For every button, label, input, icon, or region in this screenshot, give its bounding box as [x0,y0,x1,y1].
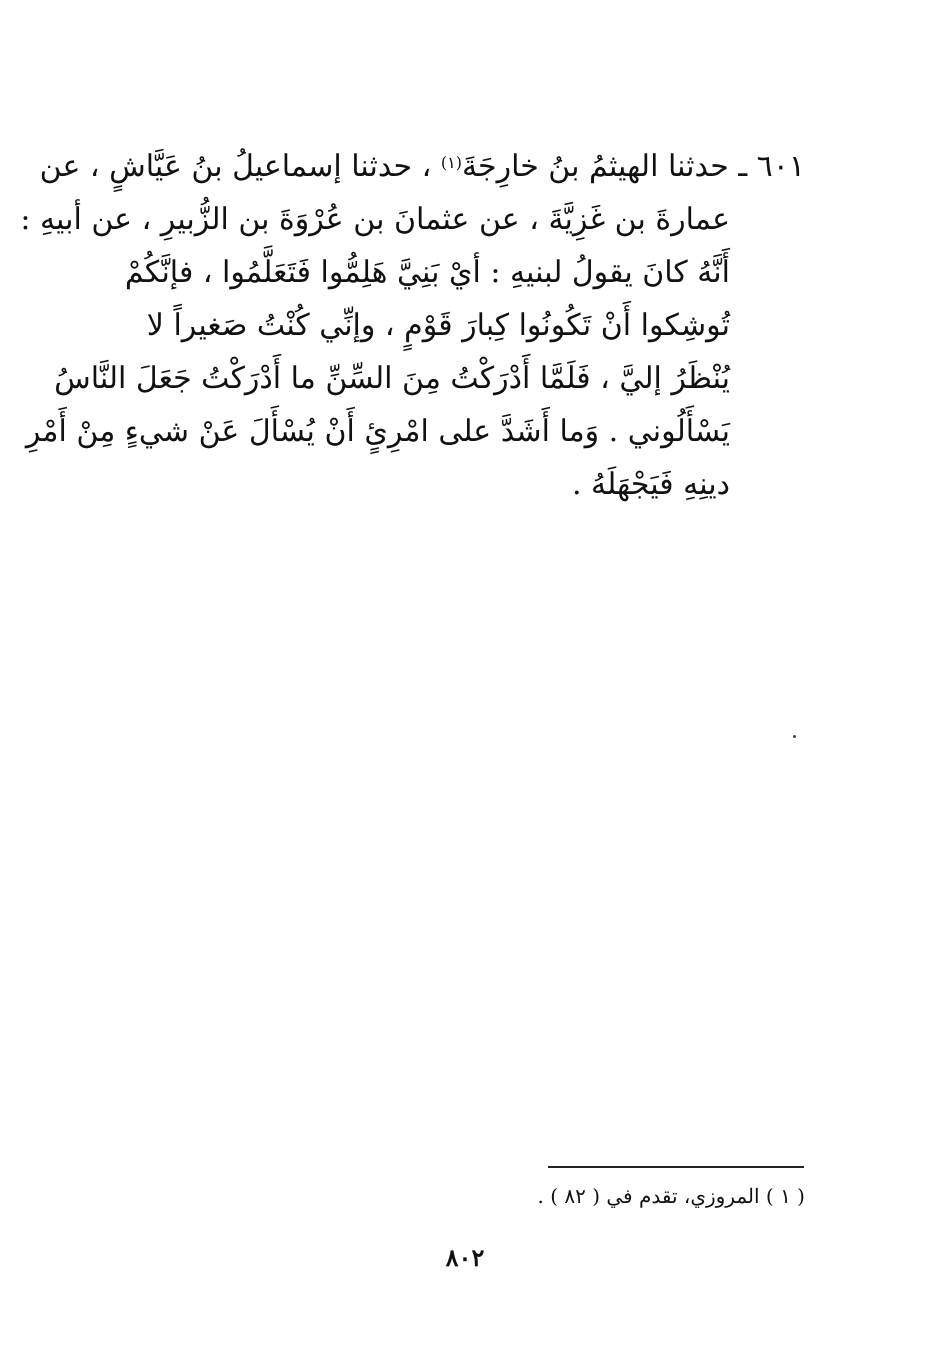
hadith-line-1-text: حدثنا الهيثمُ بنُ خارِجَةَ [461,149,729,184]
page-number: ٨٠٢ [445,1243,485,1272]
hadith-line: يُنْظَرُ إليَّ ، فَلَمَّا أَدْرَكْتُ مِنَ السِّنِّ ما أَدْرَكْتُ جَعَلَ النَّاسُ [54,361,730,396]
hadith-first-line [39,140,805,193]
scan-speck [793,735,796,738]
hadith-number: ٦٠١ ـ [738,149,805,184]
hadith-line: عمارةَ بن غَزِيَّةَ ، عن عثمانَ بن عُرْوَةَ بن الزُّبيرِ ، عن أبيهِ : [20,202,730,237]
footnote-divider [548,1166,804,1168]
hadith-line: يَسْأَلُوني . وَما أَشَدَّ على امْرِئٍ أَنْ يُسْأَلَ عَنْ شيءٍ مِنْ أَمْرِ [25,414,730,449]
hadith-line-1-continuation: ، حدثنا إسماعيلُ بنُ عَيَّاشٍ ، عن [39,149,432,184]
hadith-text-block [20,140,805,511]
hadith-line: تُوشِكوا أَنْ تَكُونُوا كِبارَ قَوْمٍ ، وإنِّي كُنْتُ صَغيراً لا [146,308,730,343]
footnote-reference-marker: (١) [440,153,462,172]
footnote: ( ١ ) المروزي، تقدم في ( ٨٢ ) . [537,1184,805,1208]
hadith-line: دينِهِ فَيَجْهَلَهُ . [571,467,730,502]
hadith-line: أَنَّهُ كانَ يقولُ لبنيهِ : أيْ بَنِيَّ هَلِمُّوا فَتَعَلَّمُوا ، فإنَّكُمْ [124,255,730,290]
